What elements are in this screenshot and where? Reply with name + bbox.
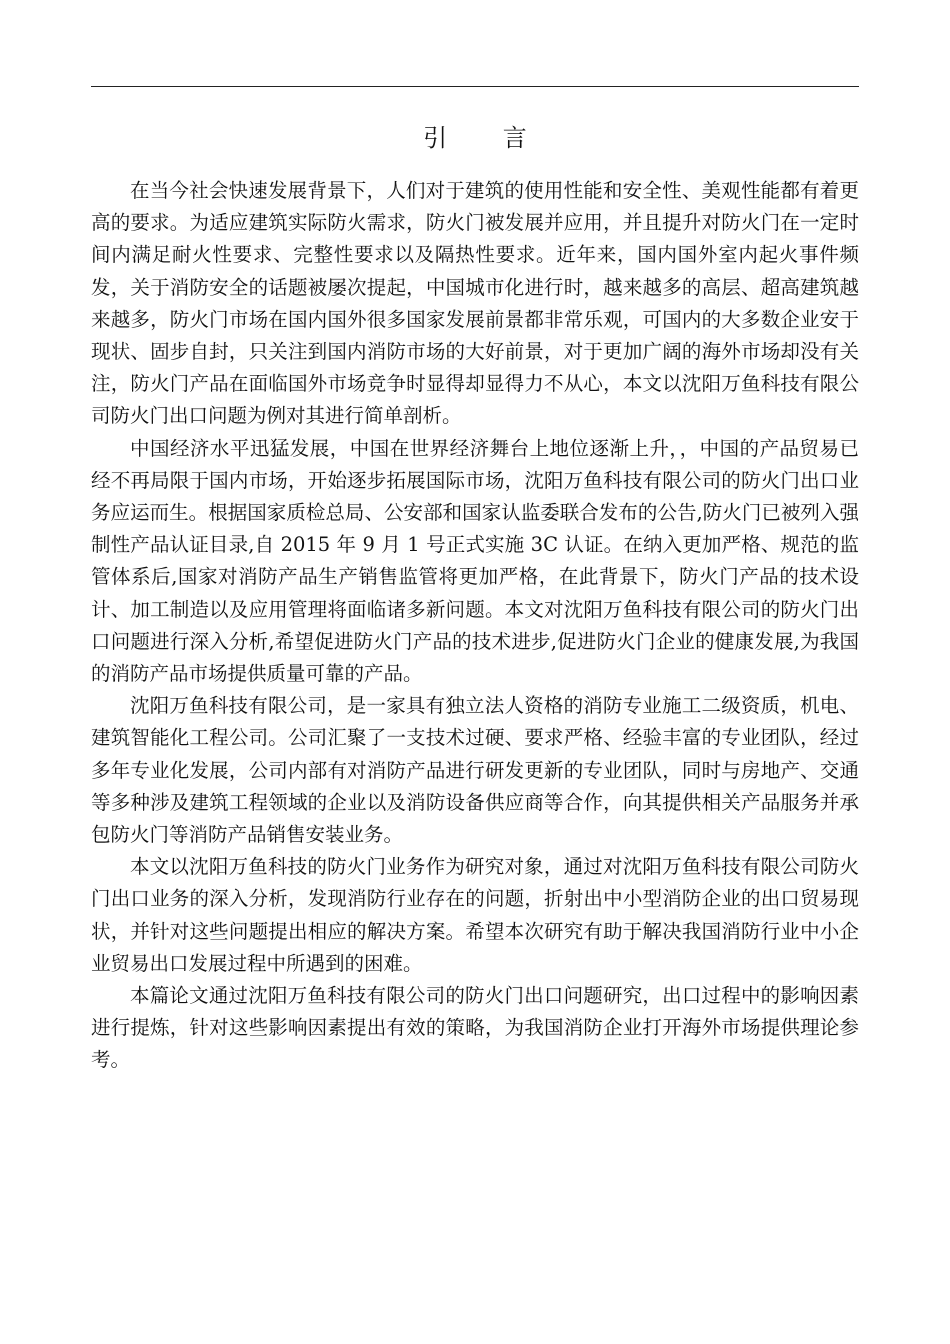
paragraph-4: 本文以沈阳万鱼科技的防火门业务作为研究对象，通过对沈阳万鱼科技有限公司防火门出口业务的深入分析，发现消防行业存在的问题，折射出中小型消防企业的出口贸易现状，并针对这些问题提出相应的解决方案。希望本次研究有助于解决我国消防行业中小企业贸易出口发展过程中所遇到的困难。 [91,855,859,975]
header-rule [91,86,859,87]
paragraph-2: 中国经济水平迅猛发展，中国在世界经济舞台上地位逐渐上升，，中国的产品贸易已经不再局限于国内市场，开始逐步拓展国际市场，沈阳万鱼科技有限公司的防火门出口业务应运而生。根据国家质检总局、公安部和国家认监委联合发布的公告,防火门已被列入强制性产品认证目录,自 2015 年 9 月 1 号正式实施 3C 认证。在纳入更加严格、规范的监管体系后,国家对消防产品生产销售监管将更加严格，在此背景下，防火门产品的技术设计、加工制造以及应用管理将面临诸多新问题。本文对沈阳万鱼科技有限公司的防火门出口问题进行深入分析,希望促进防火门产品的技术进步,促进防火门企业的健康发展,为我国的消防产品市场提供质量可靠的产品。 [91,436,859,686]
paragraph-1: 在当今社会快速发展背景下，人们对于建筑的使用性能和安全性、美观性能都有着更高的要求。为适应建筑实际防火需求，防火门被发展并应用，并且提升对防火门在一定时间内满足耐火性要求、完整性要求以及隔热性要求。近年来，国内国外室内起火事件频发，关于消防安全的话题被屡次提起，中国城市化进行时，越来越多的高层、超高建筑越来越多，防火门市场在国内国外很多国家发展前景都非常乐观，可国内的大多数企业安于现状、固步自封，只关注到国内消防市场的大好前景，对于更加广阔的海外市场却没有关注，防火门产品在面临国外市场竞争时显得却显得力不从心，本文以沈阳万鱼科技有限公司防火门出口问题为例对其进行简单剖析。 [91,179,859,428]
paragraph-5: 本篇论文通过沈阳万鱼科技有限公司的防火门出口问题研究，出口过程中的影响因素进行提炼，针对这些影响因素提出有效的策略，为我国消防企业打开海外市场提供理论参考。 [91,984,859,1072]
paragraph-3: 沈阳万鱼科技有限公司，是一家具有独立法人资格的消防专业施工二级资质，机电、建筑智能化工程公司。公司汇聚了一支技术过硬、要求严格、经验丰富的专业团队，经过多年专业化发展，公司内部有对消防产品进行研发更新的专业团队，同时与房地产、交通等多种涉及建筑工程领域的企业以及消防设备供应商等合作，向其提供相关产品服务并承包防火门等消防产品销售安装业务。 [91,694,859,847]
body-text [91,175,859,1077]
page-title: 引 言 [423,124,551,152]
